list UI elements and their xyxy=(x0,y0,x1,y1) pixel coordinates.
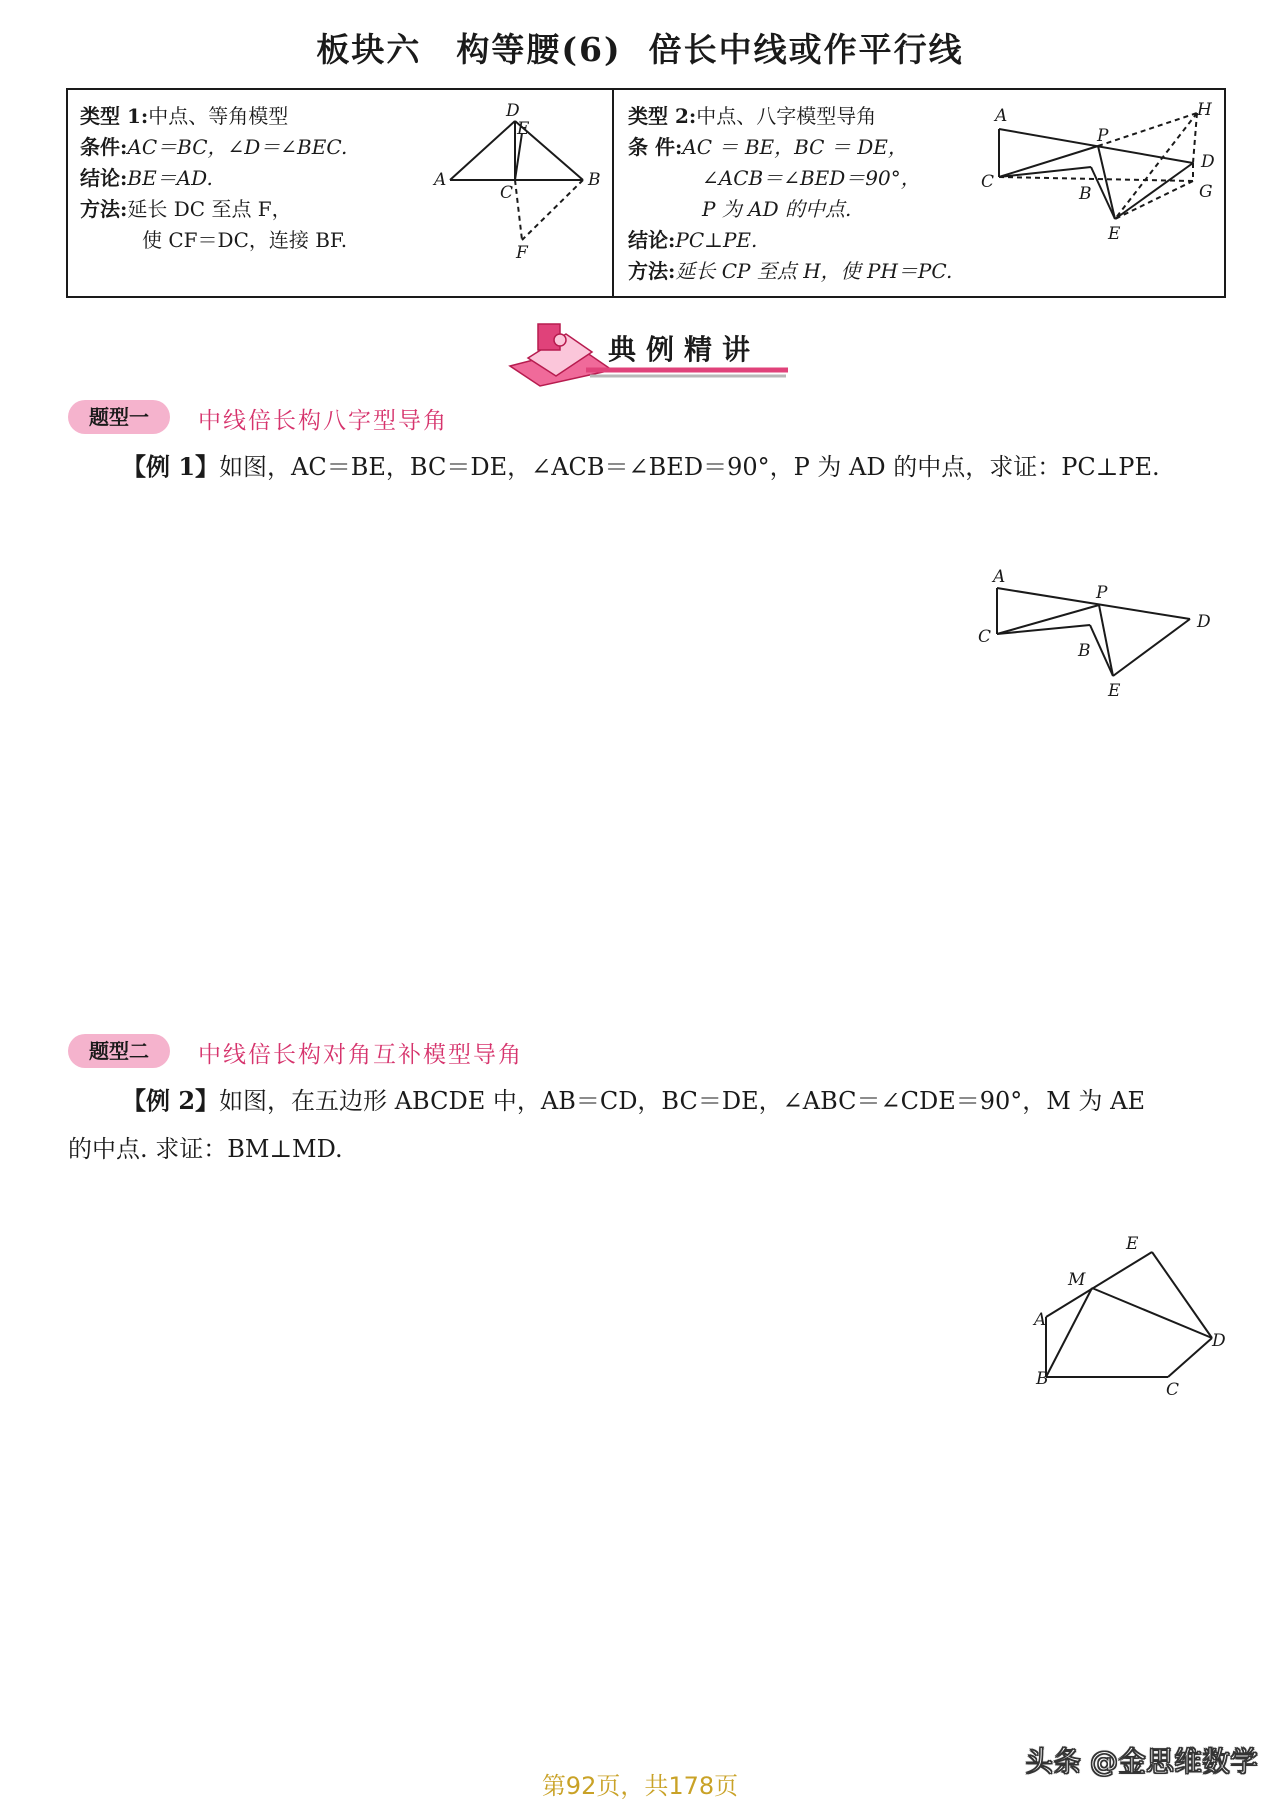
ex1-label-C: C xyxy=(978,627,992,647)
example1-figure xyxy=(965,560,1215,710)
type1-method-line1: 延长 DC 至点 F， xyxy=(127,197,292,221)
ex1-label-E: E xyxy=(1108,681,1121,701)
fig2-label-A: A xyxy=(995,106,1008,126)
type2-method-label: 方法 xyxy=(628,259,668,283)
fig1-label-F: F xyxy=(516,243,528,263)
type1-method-label: 方法 xyxy=(80,197,120,221)
type1-text: 中点、等角模型 xyxy=(148,104,289,128)
type1-figure xyxy=(430,98,610,268)
example1-line1: 如图，AC＝BE，BC＝DE，∠ACB＝∠BED＝90°，P 为 AD 的中点，求证：PC⊥PE. xyxy=(219,453,1160,481)
fig2-label-E: E xyxy=(1108,224,1121,244)
type2-conclusion-text: PC⊥PE. xyxy=(675,228,758,252)
seg-HE-dashed xyxy=(1115,113,1197,219)
seg-GE-dashed xyxy=(1115,181,1193,219)
fig2-label-G: G xyxy=(1199,182,1213,202)
section1-badge: 题型一 xyxy=(68,400,170,434)
ex2-label-M: M xyxy=(1068,1270,1086,1290)
seg-PE xyxy=(1098,146,1115,219)
type2-condition-line2: ∠ACB＝∠BED＝90°， xyxy=(702,166,921,190)
fig1-label-D: D xyxy=(506,101,520,121)
section2-title: 中线倍长构对角互补模型导角 xyxy=(198,1042,523,1068)
fig2-label-D: D xyxy=(1201,152,1215,172)
seg-BE xyxy=(1090,625,1113,676)
seg-HD-dashed xyxy=(1193,113,1197,163)
page-title: 板块六 构等腰(6) 倍长中线或作平行线 xyxy=(316,30,964,69)
banner-title: 典例精讲 xyxy=(608,333,761,366)
type2-condition: 条 件:AC ＝ BE，BC ＝ DE， xyxy=(628,135,908,159)
fig2-label-B: B xyxy=(1079,184,1092,204)
watermark: 头条 @金思维数学 xyxy=(1025,1745,1258,1778)
type2-text: 中点、八字模型导角 xyxy=(696,104,877,128)
fig1-label-B: B xyxy=(588,170,601,190)
type2-figure xyxy=(975,95,1220,245)
fig1-label-E: E xyxy=(517,119,530,139)
example2-figure xyxy=(1020,1225,1240,1405)
seg-AD xyxy=(450,121,515,180)
seg-CD xyxy=(1168,1338,1212,1377)
type1-conclusion-label: 结论 xyxy=(80,166,120,190)
ex2-label-D: D xyxy=(1212,1331,1226,1351)
seg-PH-dashed xyxy=(1098,113,1197,146)
example1-problem xyxy=(122,443,1160,491)
ex2-label-A: A xyxy=(1034,1310,1047,1330)
fig1-label-A: A xyxy=(434,170,447,190)
type1-conclusion-text: BE＝AD. xyxy=(127,166,213,190)
type2-method: 方法:延长 CP 至点 H，使 PH＝PC. xyxy=(628,259,953,283)
type2-label: 类型 2 xyxy=(628,104,689,128)
example2-label: 【例 2】 xyxy=(122,1086,220,1115)
summary-divider xyxy=(612,90,614,296)
fig1-label-C: C xyxy=(500,183,514,203)
section1-title: 中线倍长构八字型导角 xyxy=(198,408,448,434)
ex2-label-C: C xyxy=(1166,1380,1180,1400)
example2-line1: 如图，在五边形 ABCDE 中，AB＝CD，BC＝DE，∠ABC＝∠CDE＝90°，M 为 AE xyxy=(219,1087,1145,1115)
section2-badge: 题型二 xyxy=(68,1034,170,1068)
ex1-label-A: A xyxy=(993,567,1006,587)
type2-condition-line1: AC ＝ BE，BC ＝ DE， xyxy=(682,135,908,159)
type1-condition: 条件:AC＝BC，∠D＝∠BEC. xyxy=(80,135,348,159)
example2-problem xyxy=(122,1077,1145,1125)
seg-PE xyxy=(1099,605,1113,676)
type1-label: 类型 1 xyxy=(80,104,141,128)
type1-condition-label: 条件 xyxy=(80,135,120,159)
type1-method-line2: 使 CF＝DC，连接 BF. xyxy=(142,228,348,252)
page-indicator: 第92页，共178页 xyxy=(541,1772,739,1800)
type2-condition-label: 条 件 xyxy=(628,135,675,159)
seg-BE xyxy=(1091,167,1115,219)
example1-label: 【例 1】 xyxy=(122,452,220,481)
seg-AD xyxy=(997,588,1190,619)
seg-EC xyxy=(515,133,522,180)
ex1-label-D: D xyxy=(1197,612,1211,632)
fig2-label-P: P xyxy=(1097,126,1109,146)
type2-heading: 类型 2:中点、八字模型导角 xyxy=(628,104,877,128)
type2-method-text: 延长 CP 至点 H，使 PH＝PC. xyxy=(675,259,953,283)
seg-CF-dashed xyxy=(515,180,522,240)
ex2-label-B: B xyxy=(1036,1369,1049,1389)
ex2-label-E: E xyxy=(1126,1234,1139,1254)
example2-line2: 的中点. 求证：BM⊥MD. xyxy=(68,1135,343,1163)
seg-ED xyxy=(1113,619,1190,676)
ex1-label-B: B xyxy=(1078,641,1091,661)
fig2-label-C: C xyxy=(981,172,995,192)
type1-condition-text: AC＝BC，∠D＝∠BEC. xyxy=(127,135,348,159)
type1-method: 方法:延长 DC 至点 F， xyxy=(80,197,292,221)
type2-conclusion-label: 结论 xyxy=(628,228,668,252)
seg-BF-dashed xyxy=(522,180,583,240)
type2-condition-line3: P 为 AD 的中点. xyxy=(702,197,852,221)
type2-conclusion: 结论:PC⊥PE. xyxy=(628,228,758,252)
ex1-label-P: P xyxy=(1096,583,1108,603)
type1-conclusion: 结论:BE＝AD. xyxy=(80,166,213,190)
seg-ED xyxy=(1115,163,1193,219)
seg-BM xyxy=(1046,1288,1092,1377)
fig2-label-H: H xyxy=(1197,100,1212,120)
type1-heading: 类型 1:中点、等角模型 xyxy=(80,104,289,128)
